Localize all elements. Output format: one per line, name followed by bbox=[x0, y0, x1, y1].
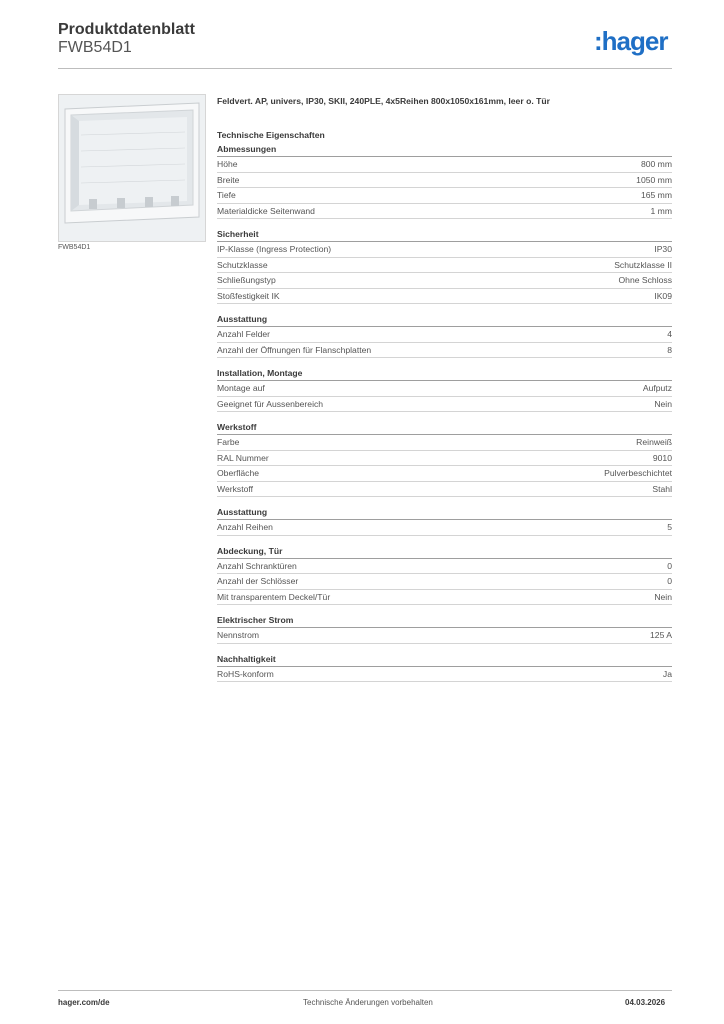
spec-label: Schließungstyp bbox=[217, 275, 276, 285]
spec-value: 800 mm bbox=[640, 159, 672, 169]
enclosure-illustration bbox=[59, 95, 205, 241]
spec-label: Farbe bbox=[217, 437, 240, 447]
footer-divider bbox=[58, 990, 672, 991]
spec-group-title: Ausstattung bbox=[217, 506, 672, 520]
spec-value: 165 mm bbox=[640, 190, 672, 200]
spec-value: Nein bbox=[654, 398, 672, 409]
spec-label: Anzahl der Öffnungen für Flanschplatten bbox=[217, 344, 372, 355]
spec-group-title: Elektrischer Strom bbox=[217, 614, 672, 628]
spec-label: Oberfläche bbox=[217, 468, 260, 478]
spec-row bbox=[217, 289, 672, 305]
footer-website: hager.com/de bbox=[58, 998, 110, 1007]
spec-row bbox=[217, 628, 672, 644]
spec-group-title: Ausstattung bbox=[217, 313, 672, 327]
product-image bbox=[58, 94, 206, 242]
spec-label: RoHS-konform bbox=[217, 668, 274, 679]
spec-group bbox=[217, 545, 672, 606]
spec-label: Höhe bbox=[217, 159, 238, 169]
spec-row bbox=[217, 188, 672, 204]
spec-row bbox=[217, 204, 672, 220]
spec-value: 5 bbox=[667, 522, 672, 532]
spec-label: Breite bbox=[217, 174, 240, 185]
spec-row bbox=[217, 157, 672, 173]
spec-row bbox=[217, 343, 672, 359]
spec-row bbox=[217, 397, 672, 413]
spec-row bbox=[217, 327, 672, 343]
spec-value: Ja bbox=[662, 668, 672, 679]
page-title: Produktdatenblatt bbox=[58, 21, 195, 38]
spec-group-title: Sicherheit bbox=[217, 228, 672, 242]
image-caption: FWB54D1 bbox=[58, 244, 91, 251]
spec-group-title: Abdeckung, Tür bbox=[217, 545, 672, 559]
spec-label: Montage auf bbox=[217, 383, 265, 393]
spec-row bbox=[217, 273, 672, 289]
spec-value: 9010 bbox=[652, 452, 672, 463]
spec-value: 125 A bbox=[650, 630, 672, 640]
footer-date: 04.03.2026 bbox=[625, 998, 666, 1007]
spec-label: Anzahl Schranktüren bbox=[217, 560, 297, 571]
spec-value: IP30 bbox=[654, 244, 672, 254]
spec-content bbox=[217, 96, 672, 691]
spec-row bbox=[217, 381, 672, 397]
spec-group-title: Installation, Montage bbox=[217, 367, 672, 381]
hager-logo: :hager bbox=[594, 26, 668, 56]
header-divider bbox=[58, 68, 672, 69]
spec-value: 0 bbox=[667, 576, 672, 586]
spec-value: Reinweiß bbox=[636, 437, 672, 447]
product-description: Feldvert. AP, univers, IP30, SKII, 240PLE, 4x5Reihen 800x1050x161mm, leer o. Tür bbox=[217, 96, 550, 106]
spec-label: Geeignet für Aussenbereich bbox=[217, 398, 324, 409]
spec-row bbox=[217, 435, 672, 451]
spec-group bbox=[217, 653, 672, 683]
spec-label: IP-Klasse (Ingress Protection) bbox=[217, 244, 332, 254]
spec-group bbox=[217, 421, 672, 497]
spec-row bbox=[217, 559, 672, 575]
spec-group bbox=[217, 228, 672, 304]
spec-label: Nennstrom bbox=[217, 630, 260, 640]
spec-group bbox=[217, 313, 672, 358]
spec-label: Schutzklasse bbox=[217, 259, 268, 270]
spec-label: Anzahl Felder bbox=[217, 329, 271, 339]
product-code: FWB54D1 bbox=[58, 39, 132, 56]
section-title: Technische Eigenschaften bbox=[217, 130, 325, 140]
spec-label: Mit transparentem Deckel/Tür bbox=[217, 591, 331, 602]
spec-value: 1 mm bbox=[650, 205, 672, 216]
spec-row bbox=[217, 482, 672, 498]
spec-value: 1050 mm bbox=[636, 174, 672, 185]
spec-row bbox=[217, 667, 672, 683]
spec-value: Pulverbeschichtet bbox=[604, 468, 672, 478]
spec-row bbox=[217, 520, 672, 536]
spec-value: 4 bbox=[667, 329, 672, 339]
spec-row bbox=[217, 173, 672, 189]
spec-label: Materialdicke Seitenwand bbox=[217, 205, 315, 216]
spec-value: Aufputz bbox=[642, 383, 672, 393]
spec-group bbox=[217, 506, 672, 536]
footer-disclaimer: Technische Änderungen vorbehalten bbox=[303, 998, 433, 1007]
spec-value: 8 bbox=[667, 344, 672, 355]
spec-value: IK09 bbox=[654, 290, 672, 301]
spec-row bbox=[217, 242, 672, 258]
spec-value: Stahl bbox=[652, 483, 672, 494]
spec-value: Nein bbox=[654, 591, 672, 602]
spec-row bbox=[217, 258, 672, 274]
spec-group bbox=[217, 143, 672, 219]
spec-label: Anzahl Reihen bbox=[217, 522, 273, 532]
spec-label: Tiefe bbox=[217, 190, 236, 200]
spec-group-title: Abmessungen bbox=[217, 143, 672, 157]
spec-row bbox=[217, 451, 672, 467]
spec-group-title: Werkstoff bbox=[217, 421, 672, 435]
spec-row bbox=[217, 466, 672, 482]
spec-label: RAL Nummer bbox=[217, 452, 269, 463]
spec-group-title: Nachhaltigkeit bbox=[217, 653, 672, 667]
spec-group bbox=[217, 614, 672, 644]
spec-label: Stoßfestigkeit IK bbox=[217, 290, 280, 301]
spec-label: Werkstoff bbox=[217, 483, 253, 494]
spec-group bbox=[217, 367, 672, 412]
spec-row bbox=[217, 590, 672, 606]
spec-value: Schutzklasse II bbox=[614, 259, 672, 270]
spec-groups bbox=[217, 143, 672, 682]
spec-value: 0 bbox=[667, 560, 672, 571]
spec-value: Ohne Schloss bbox=[618, 275, 672, 285]
spec-label: Anzahl der Schlösser bbox=[217, 576, 299, 586]
spec-row bbox=[217, 574, 672, 590]
